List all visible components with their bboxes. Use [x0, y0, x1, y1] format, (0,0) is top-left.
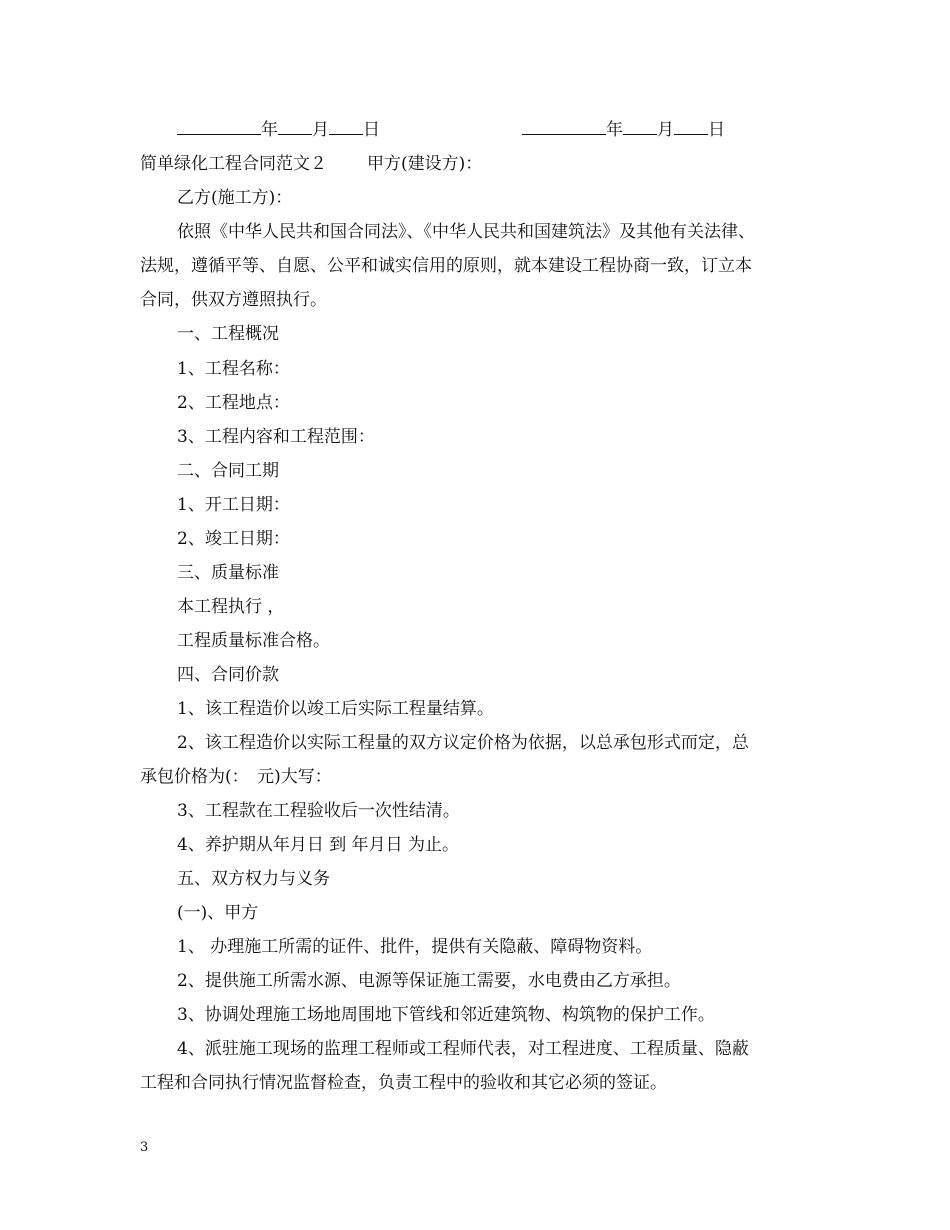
paragraph-line: 法规，遵循平等、自愿、公平和诚实信用的原则，就本建设工程协商一致，订立本 [140, 256, 752, 276]
paragraph-line: 3、工程内容和工程范围： [177, 427, 375, 447]
section-heading: 四、合同价款 [177, 665, 279, 685]
month-label: 月 [312, 120, 329, 140]
paragraph-line: 2、提供施工所需水源、电源等保证施工需要，水电费由乙方承担。 [177, 971, 681, 991]
day-label: 日 [708, 120, 725, 140]
paragraph-line: 乙方(施工方)： [177, 188, 293, 208]
paragraph-line: 2、竣工日期： [177, 529, 290, 549]
section-heading: 一、工程概况 [177, 324, 279, 344]
party-a-label: 甲方(建设方)： [367, 154, 483, 174]
date-field-left [177, 118, 380, 141]
paragraph-line: 1、 办理施工所需的证件、批件，提供有关隐蔽、障碍物资料。 [177, 937, 653, 957]
paragraph-line: 承包价格为(： 元)大写： [140, 767, 332, 787]
paragraph-line: 4、派驻施工现场的监理工程师或工程师代表，对工程进度、工程质量、隐蔽 [177, 1039, 749, 1059]
subsection-heading: (一)、甲方 [177, 903, 259, 923]
month-label: 月 [657, 120, 674, 140]
paragraph-line: 1、开工日期： [177, 495, 290, 515]
paragraph-line: 工程质量标准合格。 [177, 631, 330, 651]
paragraph-line: 3、工程款在工程验收后一次性结清。 [177, 801, 460, 821]
month-blank [278, 118, 312, 135]
paragraph-line: 4、养护期从年月日 到 年月日 为止。 [177, 835, 460, 855]
section-heading: 三、质量标准 [177, 563, 279, 583]
paragraph-line: 1、工程名称： [177, 359, 290, 379]
paragraph-line: 3、协调处理施工场地周围地下管线和邻近建筑物、构筑物的保护工作。 [177, 1005, 715, 1025]
paragraph-line: 依照《中华人民共和国合同法》、《中华人民共和国建筑法》及其他有关法律、 [177, 222, 755, 242]
day-label: 日 [363, 120, 380, 140]
year-blank [177, 118, 261, 135]
day-blank [329, 118, 363, 135]
year-label: 年 [261, 120, 278, 140]
paragraph-line: 2、工程地点： [177, 393, 290, 413]
section-heading: 二、合同工期 [177, 461, 279, 481]
document-title: 简单绿化工程合同范文２ [140, 154, 327, 174]
month-blank [623, 118, 657, 135]
day-blank [674, 118, 708, 135]
paragraph-line: 1、该工程造价以竣工后实际工程量结算。 [177, 699, 494, 719]
date-field-right [522, 118, 725, 141]
year-label: 年 [606, 120, 623, 140]
year-blank [522, 118, 606, 135]
paragraph-line: 2、该工程造价以实际工程量的双方议定价格为依据，以总承包形式而定，总 [177, 733, 749, 753]
paragraph-line: 工程和合同执行情况监督检查，负责工程中的验收和其它必须的签证。 [140, 1073, 667, 1093]
page-number: 3 [140, 1140, 149, 1155]
paragraph-line: 本工程执行 ， [177, 597, 285, 617]
section-heading: 五、双方权力与义务 [177, 869, 330, 889]
paragraph-line: 合同，供双方遵照执行。 [140, 290, 327, 310]
title-line [140, 153, 482, 175]
